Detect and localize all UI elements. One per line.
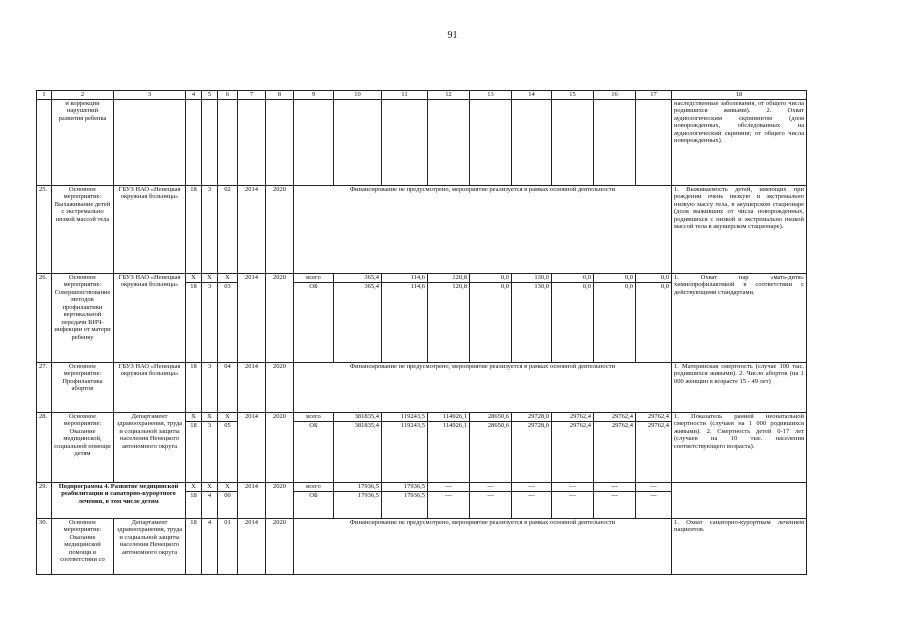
header-cell: 15 [552,91,594,100]
amount-cell: 17936,5 [382,492,428,519]
code-cell: 02 [218,186,238,274]
amount-cell: 17936,5 [334,492,382,519]
code-cell: X [202,483,218,492]
end-year: 2020 [266,519,294,575]
code-cell: X [218,274,238,283]
start-year: 2014 [238,413,266,483]
executor: ГБУЗ НАО «Ненецкая окружная больница» [114,363,186,413]
code-cell: 18 [186,186,202,274]
amount-cell: --- [512,492,552,519]
amount-cell: 29762,4 [636,413,672,422]
amount-cell: 381835,4 [334,422,382,483]
header-row [37,91,807,100]
header-cell: 5 [202,91,218,100]
executor: ГБУЗ НАО «Ненецкая окружная больница» [114,274,186,363]
start-year: 2014 [238,186,266,274]
code-cell: 18 [186,283,202,363]
code-cell: 04 [218,363,238,413]
indicator-text: 1. Показатель ранней неонатальной смертности (случаев на 1 000 родившихся живыми). 2. Смертность детей 0-17 лет (случаев на 10 тыс. населения соответствующего возраста). [672,413,807,483]
row-number: 25. [37,186,52,274]
table-row-28 [37,413,807,422]
code-cell: 3 [202,363,218,413]
table-row-29 [37,483,807,492]
start-year: 2014 [238,519,266,575]
amount-cell: 120,8 [428,274,470,283]
amount-cell: --- [470,492,512,519]
header-cell: 18 [672,91,807,100]
header-cell: 14 [512,91,552,100]
amount-cell: 119243,5 [382,422,428,483]
code-cell: 03 [218,283,238,363]
amount-cell: --- [552,492,594,519]
table-row-30 [37,519,807,575]
indicator-text: 1. Охват пар «мать-дитя» химиопрофилактикой в соответствии с действующими стандартами. [672,274,807,363]
code-cell: X [186,413,202,422]
amount-cell: 0,0 [594,274,636,283]
code-cell: X [218,413,238,422]
indicator-text: наследственные заболевания, от общего числа родившихся живыми). 2. Охват аудиологическим скринингом (доля новорожденных, обследованных на аудиологический скрининг, от общего числа новорожденных). [672,100,807,186]
code-cell: 00 [218,492,238,519]
amount-cell: --- [428,492,470,519]
amount-cell: 29728,0 [512,413,552,422]
page-number: 91 [447,30,458,41]
amount-cell: --- [512,483,552,492]
amount-cell: --- [636,492,672,519]
code-cell: 18 [186,422,202,483]
amount-cell: 0,0 [636,274,672,283]
measure-name: и коррекции нарушений развития ребенка [52,100,114,186]
amount-cell: --- [636,483,672,492]
amount-cell: 0,0 [552,283,594,363]
start-year: 2014 [238,274,266,363]
table-row-26 [37,274,807,283]
amount-cell: 114926,1 [428,422,470,483]
amount-cell: 0,0 [636,283,672,363]
funding-source: ОБ [294,492,334,519]
header-cell: 6 [218,91,238,100]
end-year: 2020 [266,274,294,363]
header-cell: 3 [114,91,186,100]
amount-cell: 29762,4 [594,413,636,422]
amount-cell: 120,8 [428,283,470,363]
header-cell: 8 [266,91,294,100]
code-cell: 18 [186,363,202,413]
header-cell: 10 [334,91,382,100]
amount-cell: --- [594,492,636,519]
code-cell: 3 [202,422,218,483]
measure-name: Основное мероприятие: Профилактика абортов [52,363,114,413]
amount-cell: 28650,6 [470,413,512,422]
row-number: 30. [37,519,52,575]
subprogram-title: Подпрограмма 4. Развитие медицинской реабилитации и санаторно-курортного лечения, в том числе детям [52,483,186,519]
amount-cell: 17936,5 [334,483,382,492]
code-cell: X [186,483,202,492]
amount-cell: 114926,1 [428,413,470,422]
amount-cell: 29728,0 [512,422,552,483]
amount-cell: 0,0 [470,274,512,283]
end-year: 2020 [266,483,294,519]
table-row-27 [37,363,807,413]
code-cell: 3 [202,186,218,274]
measure-name: Основное мероприятие: Оказание медицинской помощи в соответствии со [52,519,114,575]
code-cell: X [202,274,218,283]
header-cell: 11 [382,91,428,100]
row-number: 27. [37,363,52,413]
code-cell: 4 [202,492,218,519]
funding-source: ОБ [294,422,334,483]
funding-source: всего [294,413,334,422]
amount-cell: 365,4 [334,283,382,363]
table-row-continuation [37,100,807,186]
amount-cell: --- [470,483,512,492]
header-cell: 4 [186,91,202,100]
executor: ГБУЗ НАО «Ненецкая окружная больница» [114,186,186,274]
indicator-text [672,483,807,519]
row-number: 29. [37,483,52,519]
header-cell: 9 [294,91,334,100]
amount-cell: 365,4 [334,274,382,283]
financing-note: Финансирование не предусмотрено, мероприятие реализуется в рамках основной деятельности [294,363,672,413]
amount-cell: 130,0 [512,283,552,363]
amount-cell: 0,0 [594,283,636,363]
code-cell: X [218,483,238,492]
amount-cell: 114,6 [382,283,428,363]
amount-cell: 0,0 [470,283,512,363]
amount-cell: 381835,4 [334,413,382,422]
end-year: 2020 [266,413,294,483]
code-cell: X [202,413,218,422]
funding-source: ОБ [294,283,334,363]
code-cell: 18 [186,492,202,519]
start-year: 2014 [238,363,266,413]
code-cell: 4 [202,519,218,575]
financing-note: Финансирование не предусмотрено, мероприятие реализуется в рамках основной деятельности [294,519,672,575]
amount-cell: 0,0 [552,274,594,283]
executor: Департамент здравоохранения, труда и социальной защиты населения Ненецкого автономного округа [114,413,186,483]
funding-source: всего [294,483,334,492]
amount-cell: --- [428,483,470,492]
header-cell: 13 [470,91,512,100]
program-table [36,90,807,575]
amount-cell: 29762,4 [594,422,636,483]
start-year: 2014 [238,483,266,519]
amount-cell: 29762,4 [552,413,594,422]
amount-cell: 119243,5 [382,413,428,422]
table-row-25 [37,186,807,274]
amount-cell: 130,0 [512,274,552,283]
end-year: 2020 [266,186,294,274]
code-cell: 3 [202,283,218,363]
financing-note: Финансирование не предусмотрено, мероприятие реализуется в рамках основной деятельности [294,186,672,274]
amount-cell: 29762,4 [636,422,672,483]
code-cell: 18 [186,519,202,575]
amount-cell: --- [552,483,594,492]
header-cell: 2 [52,91,114,100]
amount-cell: 29762,4 [552,422,594,483]
indicator-text: 1. Выживаемость детей, имеющих при рождении очень низкую и экстремально низкую массу тела, в акушерском стационаре (доля выживших от числа новорожденных, родившихся с низкой и экстремально низкой массой тела в акушерском стационаре). [672,186,807,274]
row-number: 26. [37,274,52,363]
funding-source: всего [294,274,334,283]
end-year: 2020 [266,363,294,413]
code-cell: X [186,274,202,283]
row-number: 28. [37,413,52,483]
measure-name: Основное мероприятие: Выхаживание детей с экстремально низкой массой тела [52,186,114,274]
indicator-text: 1. Охват санаторно-курортным лечением пациентов. [672,519,807,575]
code-cell: 05 [218,422,238,483]
measure-name: Основное мероприятие: Оказание медицинской, социальной помощи детям [52,413,114,483]
header-cell: 1 [37,91,52,100]
measure-name: Основное мероприятие: Совершенствование методов профилактики вертикальной передачи ВИЧ-инфекции от матери ребенку [52,274,114,363]
header-cell: 12 [428,91,470,100]
amount-cell: 114,6 [382,274,428,283]
executor: Департамент здравоохранения, труда и социальной защиты населения Ненецкого автономного округа [114,519,186,575]
amount-cell: 28650,6 [470,422,512,483]
header-cell: 7 [238,91,266,100]
header-cell: 16 [594,91,636,100]
code-cell: 01 [218,519,238,575]
amount-cell: 17936,5 [382,483,428,492]
indicator-text: 1. Материнская смертность (случае 100 тыс. родившихся живыми). 2. Число абортов (на 1 000 женщин в возрасте 15 - 49 лет) [672,363,807,413]
header-cell: 17 [636,91,672,100]
amount-cell: --- [594,483,636,492]
